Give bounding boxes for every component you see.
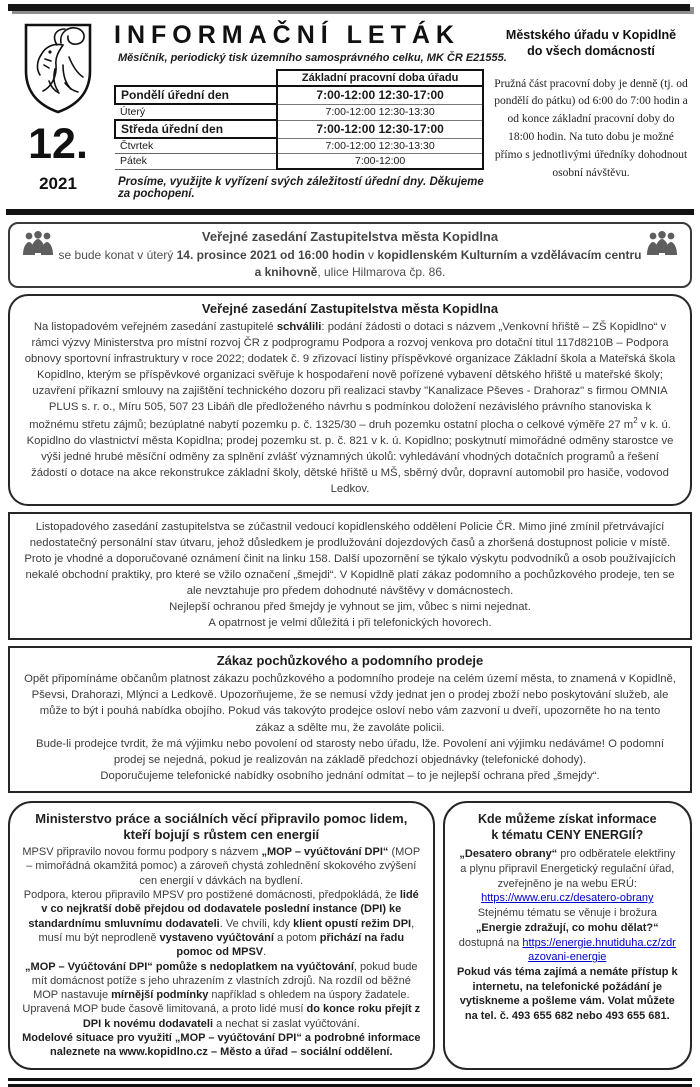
audience-line1: Městského úřadu v Kopidlně xyxy=(505,28,677,42)
newsletter-title: INFORMAČNÍ LETÁK xyxy=(114,21,460,49)
day-cell: Úterý xyxy=(115,104,277,120)
mpsv-box-title: Ministerstvo práce a sociálních věcí připravilo pomoc lidem, kteří bojují s růstem cen energií xyxy=(35,810,408,842)
office-hours-table xyxy=(114,69,484,170)
mpsv-paragraph: Podpora, kterou připravilo MPSV pro postižené domácnosti, předpokládá, že lidé v co nejkratší době přejdou od dodavatele poslední instance (DPI) ke standardnímu smluvnímu dodavateli. Ve chvíli, kdy klient opustí režim DPI, musí mu být neprodleně vystaveno vyúčtování a potom přichází na řadu pomoc od MPSV. xyxy=(23,889,419,959)
table-row xyxy=(115,138,483,154)
newsletter-subtitle: Měsíčník, periodický tisk územního samosprávného celku, MK ČR E21555. xyxy=(118,52,507,64)
police-box-body: Listopadového zasedání zastupitelstva se zúčastnil vedoucí kopidlenského oddělení Policie ČR. Mimo jiné zmínil přetrvávající nedostatečný personální stav útvaru, jehož důsledkem je prodlužování dojezdových časů a zhoršená dostupnost policie v místě. Proto je vhodné a doporučované oznámení činit na linku 158. Další upozornění se týkalo výskytu podvodníků a osob používajících nekalé obchodní praktiky, pro které se vžilo označení „šmejdi“. V Kopidlně platí zákaz podomního a pochůzkového prodeje, ten se ale nevztahuje pro předem dohodnuté návštěvy v domácnostech. Nejlepší ochranou před šmejdy je vyhnout se jim, vůbec s nimi nejednat. A opatrnost je velmi důležitá i při telefonických hovorech. xyxy=(24,521,676,630)
time-cell: 7:00-12:00 12:30-17:00 xyxy=(277,86,483,104)
audience-note xyxy=(492,27,690,60)
day-cell: Středa úřední den xyxy=(115,120,277,138)
ban-box-body: Opět připomínáme občanům platnost zákazu pochůzkového a podomního prodeje na celém území města, to znamená v Kopidlně, Pševsi, Drahorazi, Mlýnci a Ledkově. Upozorňujeme, že se nemusí vždy jednat jen o prodej zboží nebo poskytování služeb, ale může to být i pouhá nabídka obojího. Pokud vás takovýto prodejce osloví nebo vám zazvoní u dveří, upozorněte ho na tento zákaz a sdělte mu, že zavoláte policii. Bude-li prodejce tvrdit, že má výjimku nebo povolení od starosty nebo úřadu, lže. Povolení ani výjimku nedáváme! O podomní prodej se nejedná, pokud je realizován na základě předchozí objednávky (telefonické dohody). Doporučujeme telefonické nabídky osobního jednání odmítat – to je nejlepší ochrana před „šmejdy“. xyxy=(24,673,676,782)
council-resolutions-box xyxy=(8,294,692,506)
time-cell: 7:00-12:00 12:30-13:30 xyxy=(277,104,483,120)
masthead-center xyxy=(106,21,507,206)
police-report-box xyxy=(8,512,692,640)
time-cell: 7:00-12:00 xyxy=(277,154,483,170)
hours-header: Základní pracovní doba úřadu xyxy=(277,70,483,86)
plea-note: Prosíme, využijte k vyřízení svých záležitostí úřední dny. Děkujeme za pochopení. xyxy=(118,176,484,200)
meeting-banner-details: se bude konat v úterý 14. prosince 2021 od 16:00 hodin v kopidlenském Kulturním a vzdělávacím centru a knihovně, ulice Hilmarova čp. 86. xyxy=(58,248,642,279)
energy-box-body: „Desatero obrany“ pro odběratele elektřiny a plynu připravil Energetický regulační úřad, zveřejněno je na webu ERÚ: https://www.eru.cz/desatero-obrany Stejnému tématu se věnuje i brožura „Energie zdražují, co mohu dělat?“ dostupná na https://energie.hnutiduha.cz/zdrazovani-energie Pokud vás téma zajímá a nemáte přístup k internetu, na telefonické požádání je vytiskneme a pošleme vám. Volat můžete na tel. č. 493 655 682 nebo 493 655 681. xyxy=(456,848,678,1023)
bottom-double-rule xyxy=(8,1078,692,1087)
table-row xyxy=(115,120,483,138)
day-cell: Pátek xyxy=(115,154,277,170)
day-cell: Čtvrtek xyxy=(115,138,277,154)
energy-prices-info-box xyxy=(443,801,692,1070)
external-link[interactable]: https://www.eru.cz/desatero-obrany xyxy=(481,892,654,905)
issue-year: 2021 xyxy=(39,174,77,193)
council-box-body: Na listopadovém veřejném zasedání zastupitelé schválili: podání žádosti o dotaci s názvem „Venkovní hřiště – ZŠ Kopidlno“ v rámci výzvy Ministerstva pro místní rozvoj ČR z podprogramu Podpora a rozvoj venkova pro dotační titul 117d8210B – Podpora obnovy sportovní infrastruktury v roce 2022; dodatek č. 9 zřizovací listiny příspěvkové organizace Základní škola a Mateřská škola Kopidlno, kterým se příspěvkové organizaci svěřuje k hospodaření nově pořízené vybavení dětského hřiště u mateřské školy; uzavření příkazní smlouvy na zajištění technického dozoru při realizaci stavby "Kanalizace Pševes - Drahoraz" s firmou OMNIA PLUS s. r. o., Míru 505, 507 23 Libáň dle předloženého návrhu s podmínkou doložení nezávislého právního stanoviska k možnému střetu zájmů; bezúplatné nabytí pozemku p. č. 1325/30 – druh pozemku ostatní plocha o celkové výměře 27 $m^2$ v k. ú. Kopidlno do vlastnictví města Kopidlna; prodej pozemku st. p. č. 821 v k. ú. Kopidlno; poskytnutí mimořádné odměny starostce ve výši jedné hrubé měsíční odměny za splnění zvlášť významných úkolů: vyhledávání vhodných dotačních programů a řešení žádostí o dotace na akce rekonstrukce základní školy, dětské hřiště u MŠ, sběrný dvůr, dopravní automobil pro hasiče, vodovod Ledkov. xyxy=(24,321,676,496)
external-link[interactable]: https://energie.hnutiduha.cz/zdrazovani-energie xyxy=(522,936,676,964)
mpsv-energy-aid-box xyxy=(8,801,435,1070)
meeting-people-icon xyxy=(20,229,56,262)
table-row xyxy=(115,154,483,170)
audience-line2: do všech domácností xyxy=(527,44,655,59)
door-sales-ban-box xyxy=(8,646,692,792)
mpsv-paragraph: Modelové situace pro využití „MOP – vyúčtování DPI“ a podrobné informace naleznete na www.kopidlno.cz – Město a úřad – sociální oddělení. xyxy=(22,1032,421,1059)
meeting-banner-content xyxy=(56,229,644,280)
day-cell: Pondělí úřední den xyxy=(115,86,277,104)
table-row xyxy=(115,104,483,120)
flexible-hours-note: Pružná část pracovní doby je denně (tj. od pondělí do pátku) od 6:00 do 7:00 hodin a od konce základní pracovní doby do 18:00 hodin. Na tuto dobu je možné přímo s jednotlivými úředníky dohodnout osobní návštěvu. xyxy=(494,77,688,179)
section-divider-rule xyxy=(6,209,694,215)
crest-column xyxy=(10,21,106,206)
time-cell: 7:00-12:00 12:30-17:00 xyxy=(277,120,483,138)
meeting-people-icon xyxy=(644,229,680,262)
table-row xyxy=(115,86,483,104)
ban-box-title: Zákaz pochůzkového a podomního prodeje xyxy=(216,653,484,669)
council-box-title: Veřejné zasedání Zastupitelstva města Kopidlna xyxy=(201,301,499,317)
kopidlno-goat-crest-icon xyxy=(21,21,95,115)
empty-cell xyxy=(115,70,277,86)
time-cell: 7:00-12:00 12:30-13:30 xyxy=(277,138,483,154)
meeting-banner-title: Veřejné zasedání Zastupitelstva města Kopidlna xyxy=(201,229,499,244)
mpsv-paragraph: MPSV připravilo novou formu podpory s názvem „MOP – vyúčtování DPI“ (MOP – mimořádná okamžitá pomoc) a zároveň chystá zohlednění skokového zvýšení cen energií v dávkách na bydlení. xyxy=(22,846,421,887)
masthead-header xyxy=(0,11,700,206)
bottom-boxes xyxy=(8,801,692,1070)
issue-number: 12. xyxy=(28,120,88,168)
table-row xyxy=(115,70,483,86)
energy-box-title: Kde můžeme získat informace k tématu CENY ENERGIÍ? xyxy=(478,811,657,842)
masthead-right xyxy=(492,21,690,206)
meeting-banner xyxy=(8,222,692,288)
mpsv-paragraph: „MOP – Vyúčtování DPI“ pomůže s nedoplatkem na vyúčtování, pokud bude mít domácnost potíže s jeho uhrazením z vlastních zdrojů. Na rozdíl od běžné MOP nastavuje mírnější podmínky například s ohledem na úspory žadatele. Upravená MOP bude časově limitovaná, a proto lidé musí do konce roku přejít z DPI k novému dodavateli a nechat si zaslat vyúčtování. xyxy=(22,960,421,1030)
top-rule xyxy=(8,4,690,11)
